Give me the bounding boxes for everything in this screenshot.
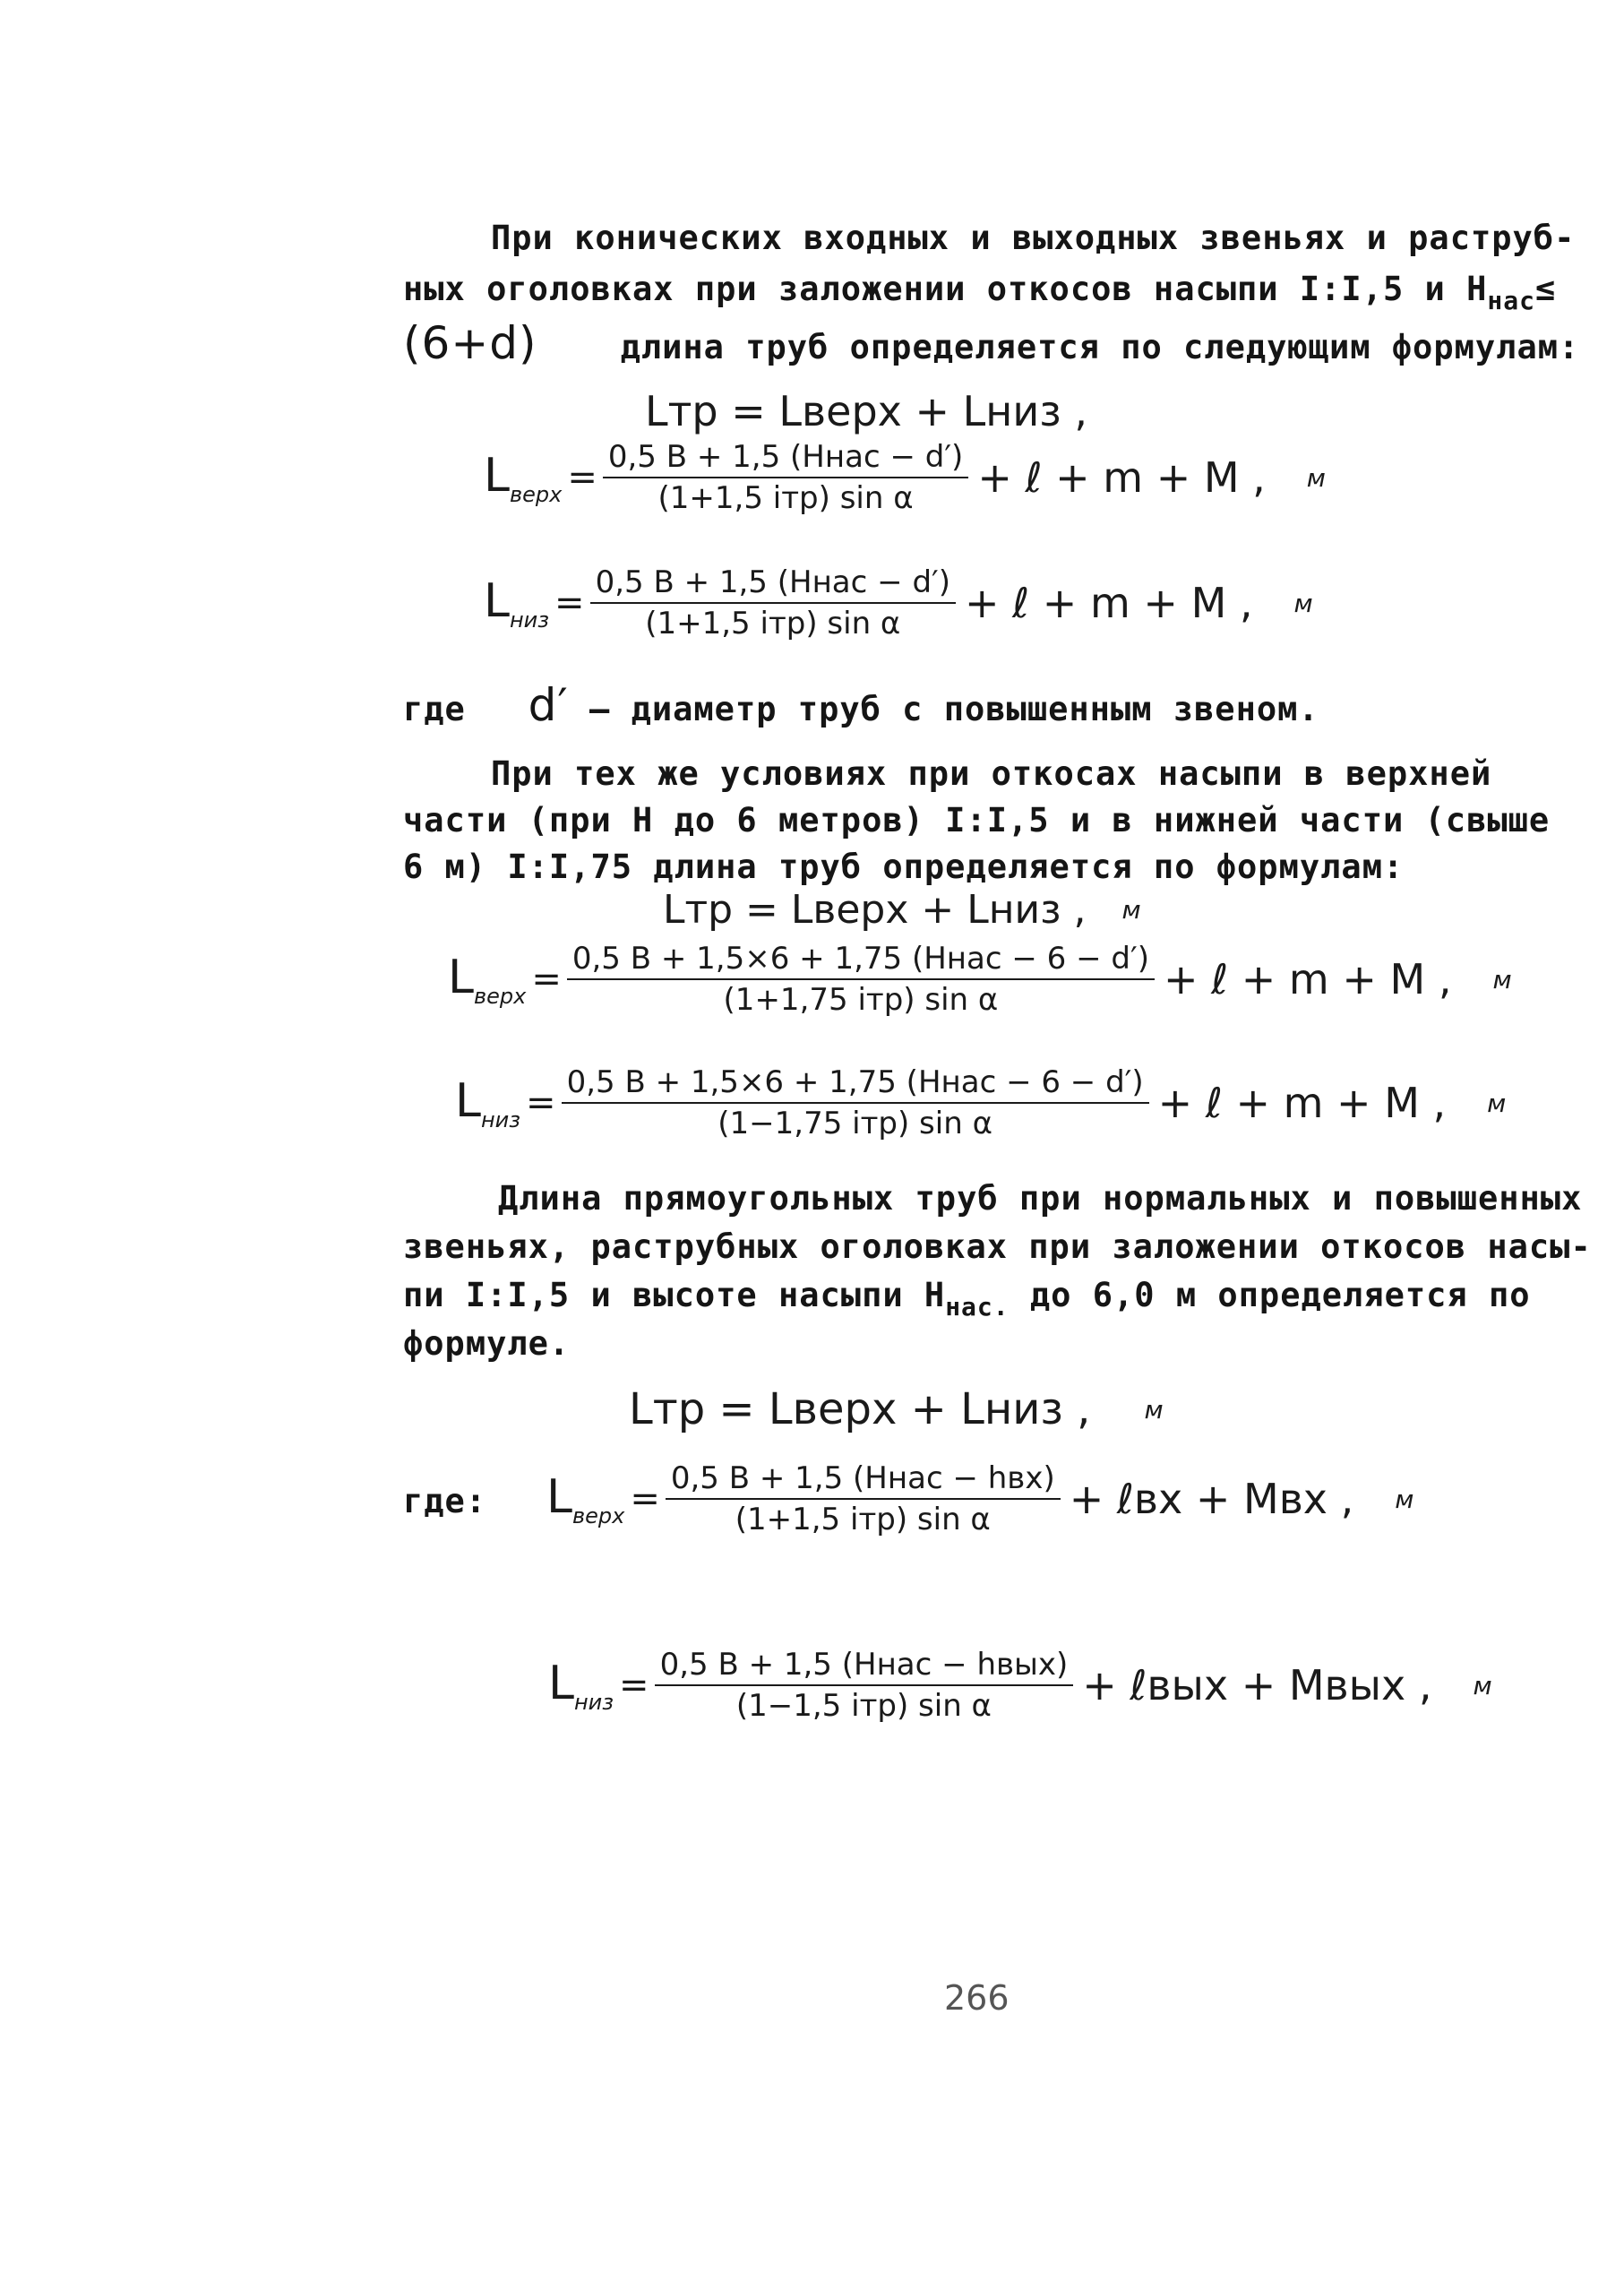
formula2-upper-sub: верх <box>473 983 527 1009</box>
formula1-upper-denominator: (1+1,5 iтр) sin α <box>657 480 914 516</box>
formula1-upper-fraction <box>603 439 968 516</box>
formula3-lower-tail: + ℓвых + Mвых , <box>1082 1661 1432 1709</box>
formula1-upper-numerator: 0,5 B + 1,5 (Hнас − d′) <box>603 439 968 478</box>
formula3-main-unit: м <box>1144 1394 1164 1425</box>
para1-line2-leq: ≤ <box>1534 270 1557 308</box>
formula3-where-label: где: <box>403 1482 487 1520</box>
formula1-lower-eq: = <box>554 582 585 624</box>
formula3-upper-unit: м <box>1395 1484 1414 1514</box>
formula1-lower-unit: м <box>1293 588 1313 618</box>
formula2-lower-numerator: 0,5 B + 1,5×6 + 1,75 (Hнас − 6 − d′) <box>562 1064 1149 1104</box>
formula2-lower-unit: м <box>1487 1088 1507 1118</box>
formula3-upper-denominator: (1+1,5 iтр) sin α <box>735 1502 991 1537</box>
formula3-lower-L: L <box>548 1656 574 1710</box>
formula1-lower-sub: низ <box>509 607 550 633</box>
formula2-upper-denominator: (1+1,75 iтр) sin α <box>723 982 999 1018</box>
formula3-lower-eq: = <box>619 1665 649 1706</box>
formula3-upper-numerator: 0,5 B + 1,5 (Hнас − hвх) <box>666 1460 1061 1500</box>
formula1-upper-unit: м <box>1306 462 1326 493</box>
para3-line3 <box>403 1270 1531 1331</box>
para3-line1: Длина прямоугольных труб при нормальных и повышенных <box>498 1179 1583 1218</box>
formula3-lower-fraction <box>655 1647 1074 1724</box>
page-number: 266 <box>944 1978 1010 2018</box>
para3-line3-tail: до 6,0 м определяется по <box>1009 1276 1531 1314</box>
where1-label: где <box>403 690 466 728</box>
where1-text: – диаметр труб с повышенным звеном. <box>589 690 1319 728</box>
formula1-lower-fraction <box>590 564 956 641</box>
formula1-upper-lhs <box>484 449 562 507</box>
formula3-upper <box>546 1460 1413 1537</box>
formula1-lower-numerator: 0,5 B + 1,5 (Hнас − d′) <box>590 564 956 604</box>
formula2-lower-tail: + ℓ + m + M , <box>1157 1079 1447 1127</box>
formula2-main-text: Lтр = Lверх + Lниз , <box>663 887 1087 933</box>
formula1-lower-tail: + ℓ + m + M , <box>965 579 1253 627</box>
para1-line1: При конических входных и выходных звеньях и раструб- <box>491 219 1576 257</box>
formula3-upper-sub: верх <box>571 1502 625 1528</box>
formula3-upper-tail: + ℓвх + Mвх , <box>1069 1475 1354 1523</box>
formula3-upper-eq: = <box>630 1478 660 1520</box>
formula2-upper-lhs <box>448 951 526 1009</box>
formula2-upper-unit: м <box>1492 964 1512 994</box>
formula2-lower-fraction <box>562 1064 1149 1141</box>
para2-line1: При тех же условиях при откосах насыпи в верхней <box>491 754 1492 793</box>
formula2-upper-L: L <box>448 950 474 1004</box>
formula1-main: Lтр = Lверх + Lниз , <box>645 387 1087 435</box>
formula2-upper-eq: = <box>531 959 562 1000</box>
formula2-main-unit: м <box>1121 895 1141 925</box>
formula2-lower-lhs <box>455 1074 520 1132</box>
formula2-lower-L: L <box>455 1073 481 1128</box>
para2-line2: части (при H до 6 метров) I:I,5 и в нижней части (свыше <box>403 801 1551 839</box>
formula2-lower-denominator: (1−1,75 iтр) sin α <box>717 1106 992 1141</box>
formula3-main-text: Lтр = Lверх + Lниз , <box>629 1384 1091 1434</box>
formula1-upper-tail: + ℓ + m + M , <box>977 453 1266 502</box>
formula3-lower-unit: м <box>1473 1670 1492 1700</box>
formula1-lower-lhs <box>484 574 549 633</box>
formula3-upper-lhs <box>546 1470 624 1528</box>
formula2-upper <box>448 941 1512 1018</box>
formula3-main <box>629 1384 1164 1434</box>
formula2-upper-fraction <box>567 941 1155 1018</box>
para2-line3: 6 м) I:I,75 длина труб определяется по формулам: <box>403 848 1405 886</box>
para3-line2: звеньях, раструбных оголовках при заложении откосов насы- <box>403 1227 1592 1266</box>
formula2-lower <box>455 1064 1506 1141</box>
para1-line3-text: длина труб определяется по следующим формулам: <box>620 328 1580 366</box>
formula1-lower <box>484 564 1313 641</box>
formula3-upper-fraction <box>666 1460 1061 1537</box>
formula3-lower-sub: низ <box>573 1689 614 1715</box>
formula3-lower <box>548 1647 1492 1724</box>
para3-line4: формуле. <box>403 1324 571 1363</box>
formula3-lower-lhs <box>548 1657 614 1715</box>
formula1-lower-denominator: (1+1,5 iтр) sin α <box>645 606 901 641</box>
formula1-upper-eq: = <box>567 457 597 498</box>
para1-line2-text: ных оголовках при заложении откосов насыпи I:I,5 и H <box>403 270 1488 308</box>
para1-line3 <box>403 319 1579 372</box>
formula3-lower-numerator: 0,5 B + 1,5 (Hнас − hвых) <box>655 1647 1074 1686</box>
formula1-upper-sub: верх <box>509 481 563 507</box>
para3-line3-text: пи I:I,5 и высоте насыпи H <box>403 1276 946 1314</box>
where1-line <box>403 681 1319 734</box>
formula3-upper-L: L <box>546 1469 572 1524</box>
para1-line3-expr: (6+d) <box>403 317 537 369</box>
formula2-lower-sub: низ <box>480 1106 521 1132</box>
where1-symbol: d′ <box>528 679 569 731</box>
formula3-lower-denominator: (1−1,5 iтр) sin α <box>735 1688 992 1724</box>
para1-line2 <box>403 264 1556 325</box>
formula2-main <box>663 887 1141 933</box>
formula1-lower-L: L <box>484 573 510 628</box>
para1-line2-sub: нас <box>1487 286 1535 315</box>
formula2-upper-numerator: 0,5 B + 1,5×6 + 1,75 (Hнас − 6 − d′) <box>567 941 1155 980</box>
para3-line3-sub: нас. <box>945 1292 1010 1322</box>
formula2-upper-tail: + ℓ + m + M , <box>1163 955 1452 1003</box>
formula1-upper-L: L <box>484 448 510 503</box>
formula2-lower-eq: = <box>526 1082 556 1124</box>
formula1-upper <box>484 439 1326 516</box>
